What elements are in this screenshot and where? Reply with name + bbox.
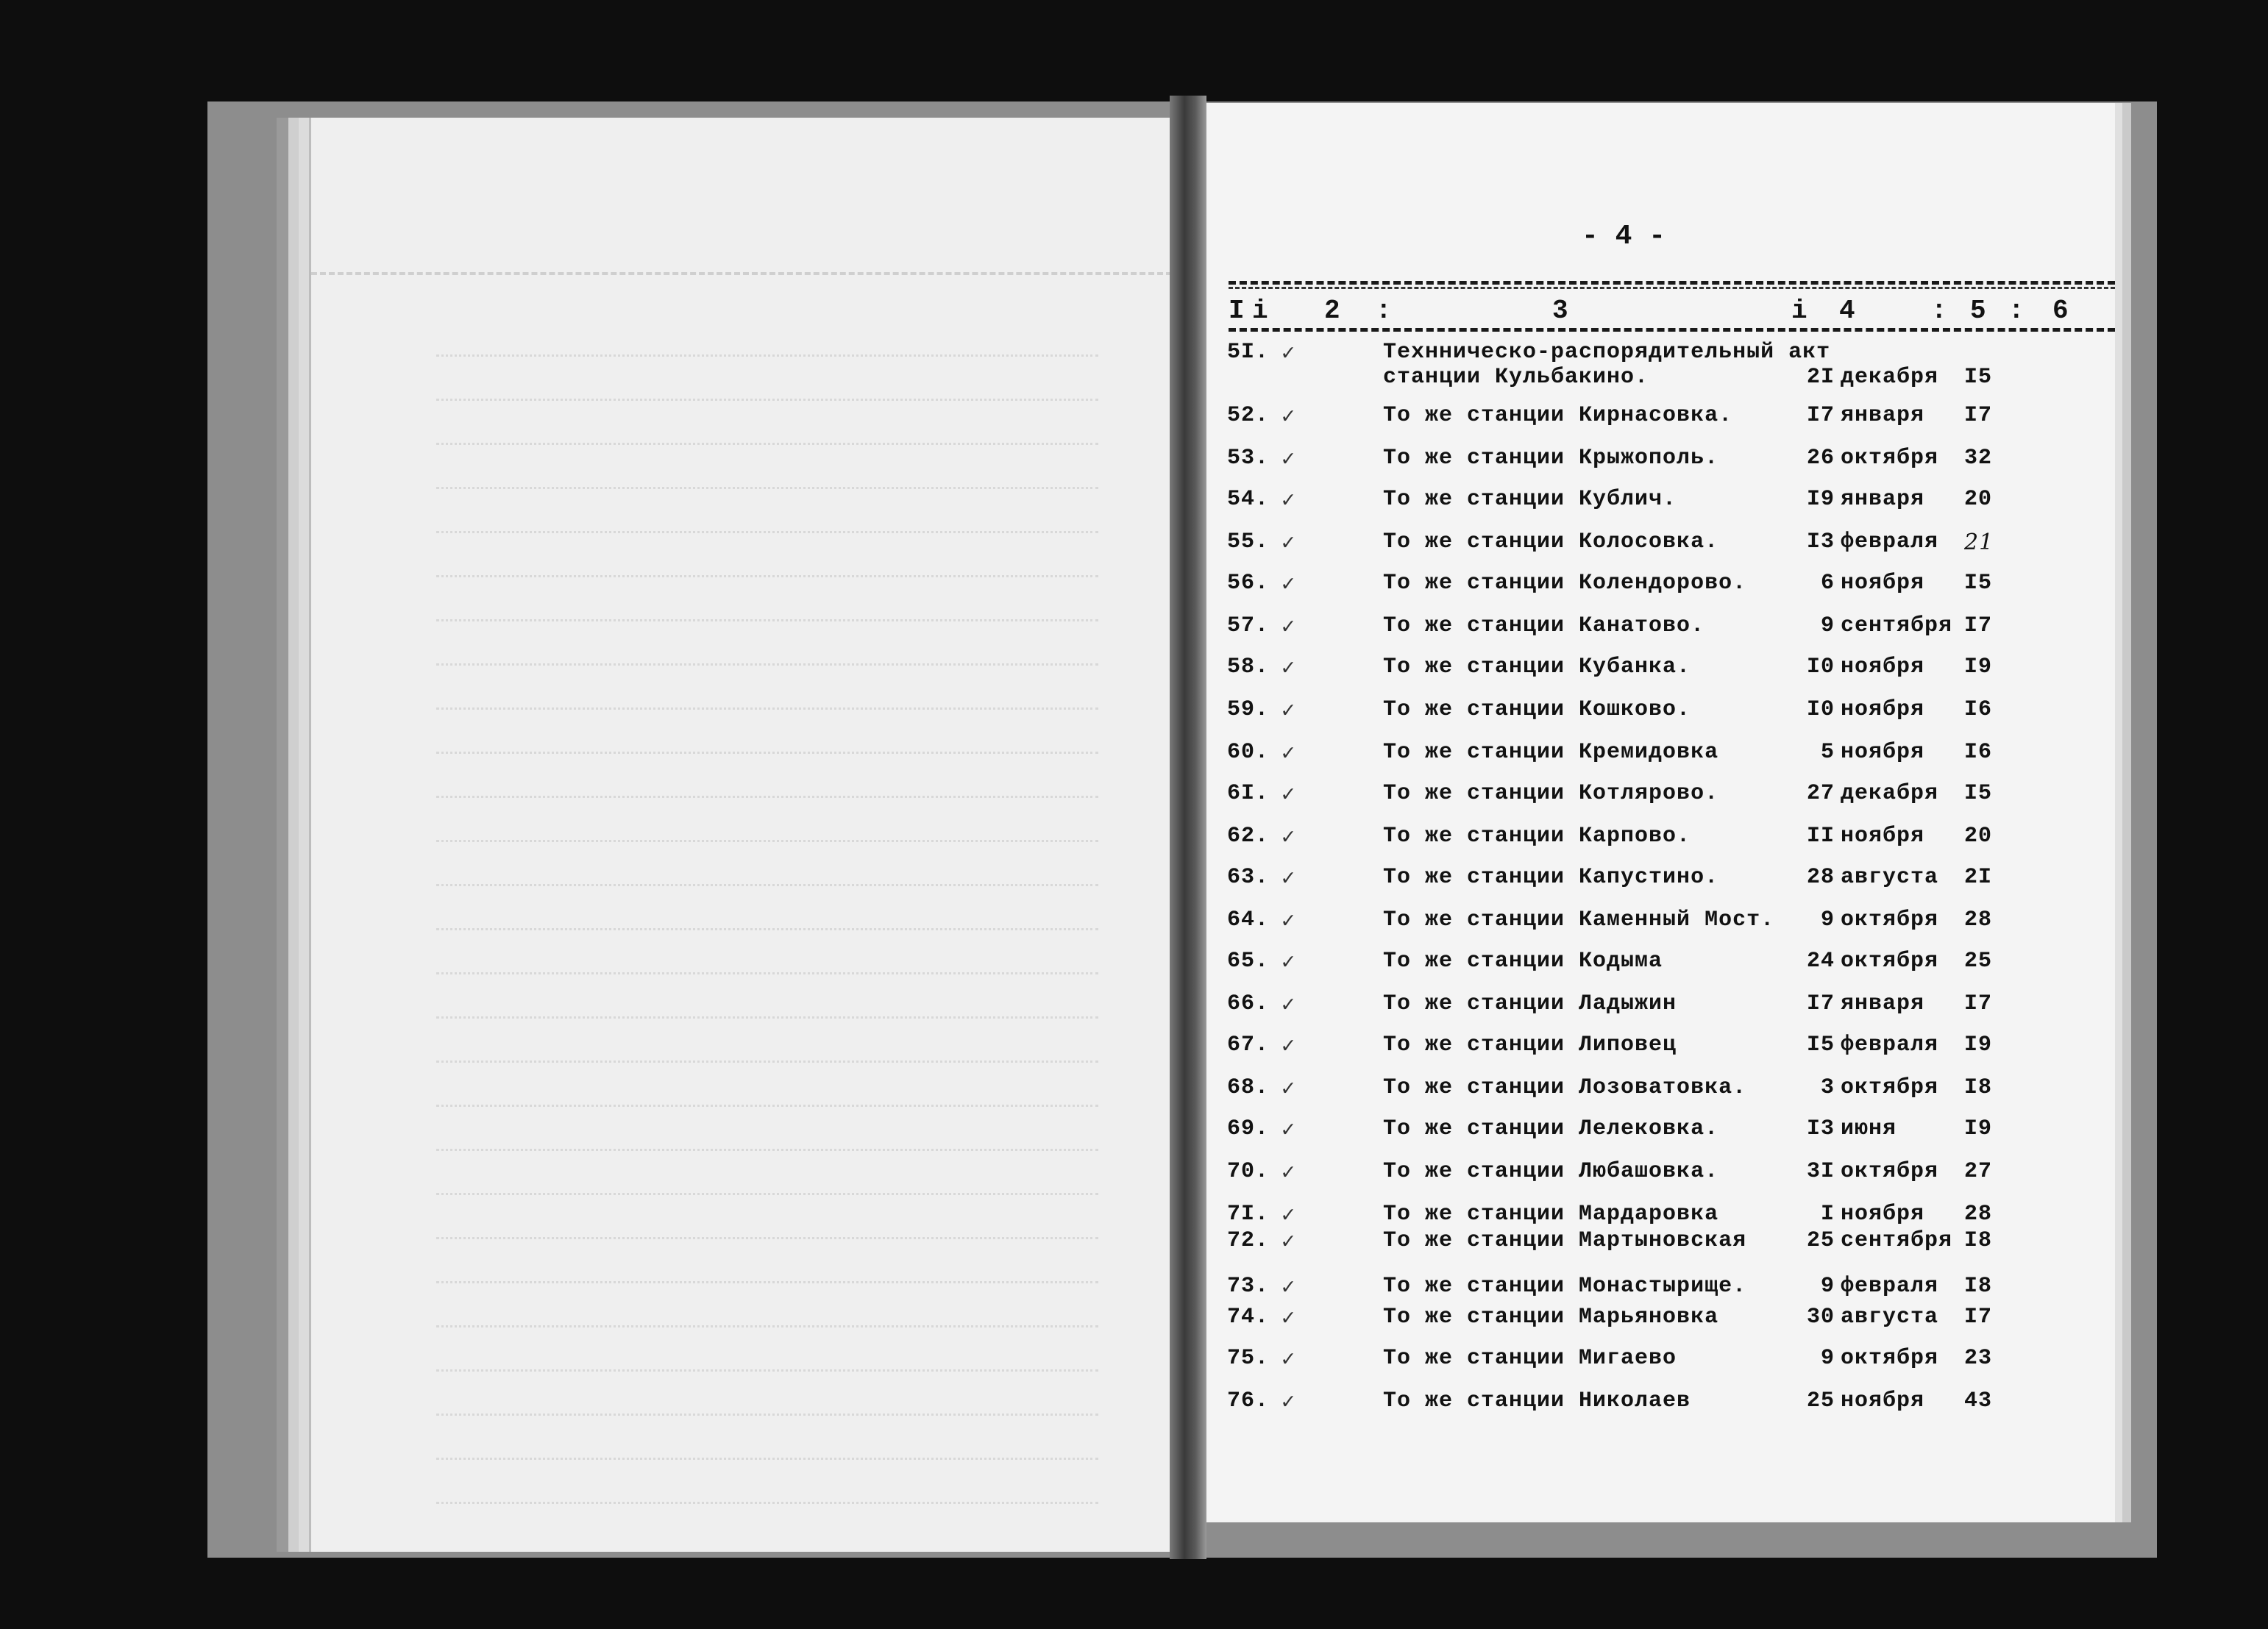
col-header-4: 4	[1839, 296, 1855, 326]
col-header-1: I	[1229, 296, 1245, 326]
ghost-line	[436, 868, 1098, 886]
checkmark-icon: ✓	[1281, 699, 1296, 724]
checkmark-icon: ✓	[1281, 448, 1296, 473]
checkmark-icon: ✓	[1281, 1276, 1296, 1301]
table-row	[1206, 571, 2115, 603]
row-day: 30	[1806, 1305, 1835, 1330]
row-day: I3	[1806, 1116, 1835, 1141]
row-number: 68.	[1227, 1075, 1270, 1100]
table-row	[1206, 991, 2115, 1024]
checkmark-icon: ✓	[1281, 1077, 1296, 1102]
row-number: 73.	[1227, 1274, 1270, 1299]
row-pages: I9	[1964, 1033, 1993, 1058]
row-number: 67.	[1227, 1033, 1270, 1058]
row-pages: I5	[1964, 571, 1993, 596]
row-day: 3	[1820, 1075, 1835, 1100]
ghost-line	[436, 1265, 1098, 1283]
row-title-line2: станции Кульбакино.	[1383, 365, 1649, 390]
col-header-sep: i	[1791, 296, 1807, 326]
row-month: ноября	[1841, 740, 1925, 765]
row-month: ноября	[1841, 1202, 1925, 1227]
row-pages: I9	[1964, 1116, 1993, 1141]
row-title: То же станции Каменный Мост.	[1383, 908, 1775, 933]
row-title: То же станции Мардаровка	[1383, 1202, 1719, 1227]
left-page-faded	[309, 118, 1172, 1552]
row-pages: I9	[1964, 655, 1993, 680]
row-pages: I8	[1964, 1228, 1993, 1253]
row-title: То же станции Капустино.	[1383, 865, 1719, 890]
checkmark-icon: ✓	[1281, 1204, 1296, 1229]
left-page-bleedthrough	[311, 118, 1172, 1552]
row-number: 56.	[1227, 571, 1270, 596]
row-pages: I7	[1964, 613, 1993, 638]
row-month: октября	[1841, 446, 1939, 471]
ghost-line	[436, 824, 1098, 842]
checkmark-icon: ✓	[1281, 1035, 1296, 1060]
row-title: То же станции Кодыма	[1383, 949, 1663, 974]
table-row	[1206, 1159, 2115, 1191]
row-number: 60.	[1227, 740, 1270, 765]
ghost-line	[436, 471, 1098, 489]
row-title: То же станции Марьяновка	[1383, 1305, 1719, 1330]
row-number: 74.	[1227, 1305, 1270, 1330]
row-number: 64.	[1227, 908, 1270, 933]
ghost-line	[436, 1133, 1098, 1151]
row-number: 7I.	[1227, 1202, 1270, 1227]
checkmark-icon: ✓	[1281, 951, 1296, 976]
col-header-2: 2	[1324, 296, 1340, 326]
table-row	[1206, 740, 2115, 772]
row-number: 54.	[1227, 487, 1270, 512]
checkmark-icon: ✓	[1281, 742, 1296, 767]
row-day: I5	[1806, 1033, 1835, 1058]
row-number: 70.	[1227, 1159, 1270, 1184]
row-number: 5I.	[1227, 340, 1270, 365]
table-row	[1206, 865, 2115, 897]
row-day: 9	[1820, 613, 1835, 638]
row-day: 27	[1806, 781, 1835, 806]
row-title: То же станции Любашовка.	[1383, 1159, 1719, 1184]
row-number: 58.	[1227, 655, 1270, 680]
row-title: То же станции Кремидовка	[1383, 740, 1719, 765]
row-month: октября	[1841, 1075, 1939, 1100]
col-header-6: 6	[2052, 296, 2069, 326]
row-day: 24	[1806, 949, 1835, 974]
row-title: То же станции Кубанка.	[1383, 655, 1691, 680]
checkmark-icon: ✓	[1281, 342, 1296, 367]
row-number: 53.	[1227, 446, 1270, 471]
checkmark-icon: ✓	[1281, 1348, 1296, 1373]
table-row	[1206, 824, 2115, 856]
row-month: ноября	[1841, 697, 1925, 722]
row-day: 25	[1806, 1389, 1835, 1414]
row-day: 9	[1820, 908, 1835, 933]
row-day: I0	[1806, 697, 1835, 722]
table-row	[1206, 655, 2115, 687]
row-pages: I7	[1964, 1305, 1993, 1330]
table-row	[1206, 1346, 2115, 1378]
table-row	[1206, 613, 2115, 646]
row-day: I9	[1806, 487, 1835, 512]
row-pages: 2I	[1964, 865, 1993, 890]
book-spine-gutter	[1170, 96, 1206, 1559]
row-month: декабря	[1841, 781, 1939, 806]
row-day: 9	[1820, 1346, 1835, 1371]
table-row	[1206, 1116, 2115, 1149]
checkmark-icon: ✓	[1281, 405, 1296, 430]
row-pages: 21	[1964, 530, 1994, 555]
row-day: 28	[1806, 865, 1835, 890]
checkmark-icon: ✓	[1281, 489, 1296, 514]
column-header-row	[1206, 296, 2115, 329]
row-month: октября	[1841, 1346, 1939, 1371]
ghost-line	[436, 780, 1098, 798]
row-month: сентября	[1841, 1228, 1953, 1253]
row-title: То же станции Мартыновская	[1383, 1228, 1747, 1253]
row-pages: I7	[1964, 991, 1993, 1016]
row-title: То же станции Ладыжин	[1383, 991, 1677, 1016]
row-month: февраля	[1841, 1033, 1939, 1058]
ghost-line	[436, 559, 1098, 577]
checkmark-icon: ✓	[1281, 532, 1296, 557]
row-month: октября	[1841, 1159, 1939, 1184]
row-title: То же станции Кублич.	[1383, 487, 1677, 512]
row-pages: 28	[1964, 1202, 1993, 1227]
row-month: августа	[1841, 1305, 1939, 1330]
col-header-sep: i	[1252, 296, 1268, 326]
row-month: февраля	[1841, 1274, 1939, 1299]
row-month: января	[1841, 991, 1925, 1016]
checkmark-icon: ✓	[1281, 994, 1296, 1019]
row-pages: 28	[1964, 908, 1993, 933]
row-title: То же станции Липовец	[1383, 1033, 1677, 1058]
checkmark-icon: ✓	[1281, 1307, 1296, 1332]
row-number: 57.	[1227, 613, 1270, 638]
table-row	[1206, 1033, 2115, 1065]
row-month: февраля	[1841, 530, 1939, 555]
row-title: То же станции Колендорово.	[1383, 571, 1747, 596]
row-day: 26	[1806, 446, 1835, 471]
col-header-3: 3	[1552, 296, 1568, 326]
row-day: 5	[1820, 740, 1835, 765]
table-row	[1206, 1228, 2115, 1261]
ghost-line	[436, 603, 1098, 621]
header-rule-top-2	[1229, 287, 2115, 289]
row-title: То же станции Карпово.	[1383, 824, 1691, 849]
ghost-line	[436, 691, 1098, 710]
row-day: 9	[1820, 1274, 1835, 1299]
table-row	[1206, 1075, 2115, 1108]
ghost-line	[436, 1221, 1098, 1239]
checkmark-icon: ✓	[1281, 910, 1296, 935]
ghost-line	[436, 1486, 1098, 1504]
checkmark-icon: ✓	[1281, 1391, 1296, 1416]
row-number: 72.	[1227, 1228, 1270, 1253]
checkmark-icon: ✓	[1281, 657, 1296, 682]
row-month: ноября	[1841, 655, 1925, 680]
table-row	[1206, 487, 2115, 519]
col-header-sep: :	[2008, 296, 2025, 326]
row-number: 62.	[1227, 824, 1270, 849]
row-pages: I5	[1964, 781, 1993, 806]
right-page	[1206, 103, 2115, 1522]
checkmark-icon: ✓	[1281, 573, 1296, 598]
row-month: августа	[1841, 865, 1939, 890]
row-number: 52.	[1227, 403, 1270, 428]
row-number: 6I.	[1227, 781, 1270, 806]
row-title: То же станции Николаев	[1383, 1389, 1691, 1414]
checkmark-icon: ✓	[1281, 826, 1296, 851]
row-number: 59.	[1227, 697, 1270, 722]
header-rule-top	[1229, 281, 2115, 285]
row-number: 55.	[1227, 530, 1270, 555]
row-pages: 25	[1964, 949, 1993, 974]
page-number: - 4 -	[1582, 221, 1666, 252]
row-number: 63.	[1227, 865, 1270, 890]
row-pages: I8	[1964, 1075, 1993, 1100]
table-row	[1206, 908, 2115, 940]
row-pages: I6	[1964, 697, 1993, 722]
row-title: То же станции Монастырище.	[1383, 1274, 1747, 1299]
row-day: 2I	[1806, 365, 1835, 390]
row-month: ноября	[1841, 571, 1925, 596]
row-month: октября	[1841, 949, 1939, 974]
row-pages: I6	[1964, 740, 1993, 765]
checkmark-icon: ✓	[1281, 1161, 1296, 1186]
row-title: То же станции Кошково.	[1383, 697, 1691, 722]
table-row	[1206, 1389, 2115, 1421]
ghost-line	[436, 735, 1098, 754]
ghost-line	[436, 338, 1098, 357]
ghost-line	[436, 647, 1098, 666]
col-header-sep: :	[1376, 296, 1392, 326]
table-row	[1206, 403, 2115, 435]
row-pages: I7	[1964, 403, 1993, 428]
header-rule-bottom	[1229, 328, 2115, 332]
row-pages: 32	[1964, 446, 1993, 471]
row-title: То же станции Мигаево	[1383, 1346, 1677, 1371]
row-number: 69.	[1227, 1116, 1270, 1141]
row-number: 75.	[1227, 1346, 1270, 1371]
table-row	[1206, 340, 2115, 390]
row-pages: 23	[1964, 1346, 1993, 1371]
row-title: Технническо-распорядительный акт	[1383, 340, 1831, 365]
ghost-line	[436, 1441, 1098, 1460]
col-header-sep: :	[1931, 296, 1947, 326]
row-month: октября	[1841, 908, 1939, 933]
row-title: То же станции Колосовка.	[1383, 530, 1719, 555]
row-month: января	[1841, 487, 1925, 512]
row-month: января	[1841, 403, 1925, 428]
row-title: То же станции Крыжополь.	[1383, 446, 1719, 471]
ghost-line	[436, 1309, 1098, 1327]
checkmark-icon: ✓	[1281, 1230, 1296, 1255]
row-number: 66.	[1227, 991, 1270, 1016]
row-pages: I5	[1964, 365, 1993, 390]
ghost-line	[436, 515, 1098, 533]
table-row	[1206, 446, 2115, 478]
row-pages: I8	[1964, 1274, 1993, 1299]
ghost-line	[436, 1353, 1098, 1372]
ghost-line	[436, 382, 1098, 401]
ghost-line	[436, 427, 1098, 445]
table-row	[1206, 1305, 2115, 1337]
ghost-line	[436, 956, 1098, 974]
row-pages: 27	[1964, 1159, 1993, 1184]
row-pages: 43	[1964, 1389, 1993, 1414]
row-number: 76.	[1227, 1389, 1270, 1414]
ghost-line	[436, 1000, 1098, 1019]
ghost-line	[436, 1397, 1098, 1416]
row-month: сентября	[1841, 613, 1953, 638]
col-header-5: 5	[1970, 296, 1986, 326]
row-month: декабря	[1841, 365, 1939, 390]
row-day: I	[1820, 1202, 1835, 1227]
row-number: 65.	[1227, 949, 1270, 974]
ghost-line	[436, 1177, 1098, 1195]
checkmark-icon: ✓	[1281, 867, 1296, 892]
row-month: ноября	[1841, 1389, 1925, 1414]
row-month: июня	[1841, 1116, 1897, 1141]
row-title: То же станции Котлярово.	[1383, 781, 1719, 806]
row-day: II	[1806, 824, 1835, 849]
row-title: То же станции Кирнасовка.	[1383, 403, 1733, 428]
checkmark-icon: ✓	[1281, 616, 1296, 641]
checkmark-icon: ✓	[1281, 783, 1296, 808]
row-pages: 20	[1964, 487, 1993, 512]
row-day: I0	[1806, 655, 1835, 680]
row-day: 6	[1820, 571, 1835, 596]
table-row	[1206, 949, 2115, 981]
row-title: То же станции Лелековка.	[1383, 1116, 1719, 1141]
row-title: То же станции Лозоватовка.	[1383, 1075, 1747, 1100]
table-row	[1206, 1274, 2115, 1306]
table-row	[1206, 697, 2115, 730]
row-title: То же станции Канатово.	[1383, 613, 1705, 638]
checkmark-icon: ✓	[1281, 1119, 1296, 1144]
row-month: ноября	[1841, 824, 1925, 849]
row-day: 25	[1806, 1228, 1835, 1253]
table-row	[1206, 530, 2115, 562]
row-pages: 20	[1964, 824, 1993, 849]
ghost-line	[436, 912, 1098, 930]
ghost-line	[436, 1044, 1098, 1063]
left-header-rule	[311, 272, 1172, 275]
row-day: 3I	[1806, 1159, 1835, 1184]
row-day: I7	[1806, 403, 1835, 428]
row-day: I3	[1806, 530, 1835, 555]
row-day: I7	[1806, 991, 1835, 1016]
ghost-line	[436, 1088, 1098, 1107]
table-row	[1206, 781, 2115, 813]
